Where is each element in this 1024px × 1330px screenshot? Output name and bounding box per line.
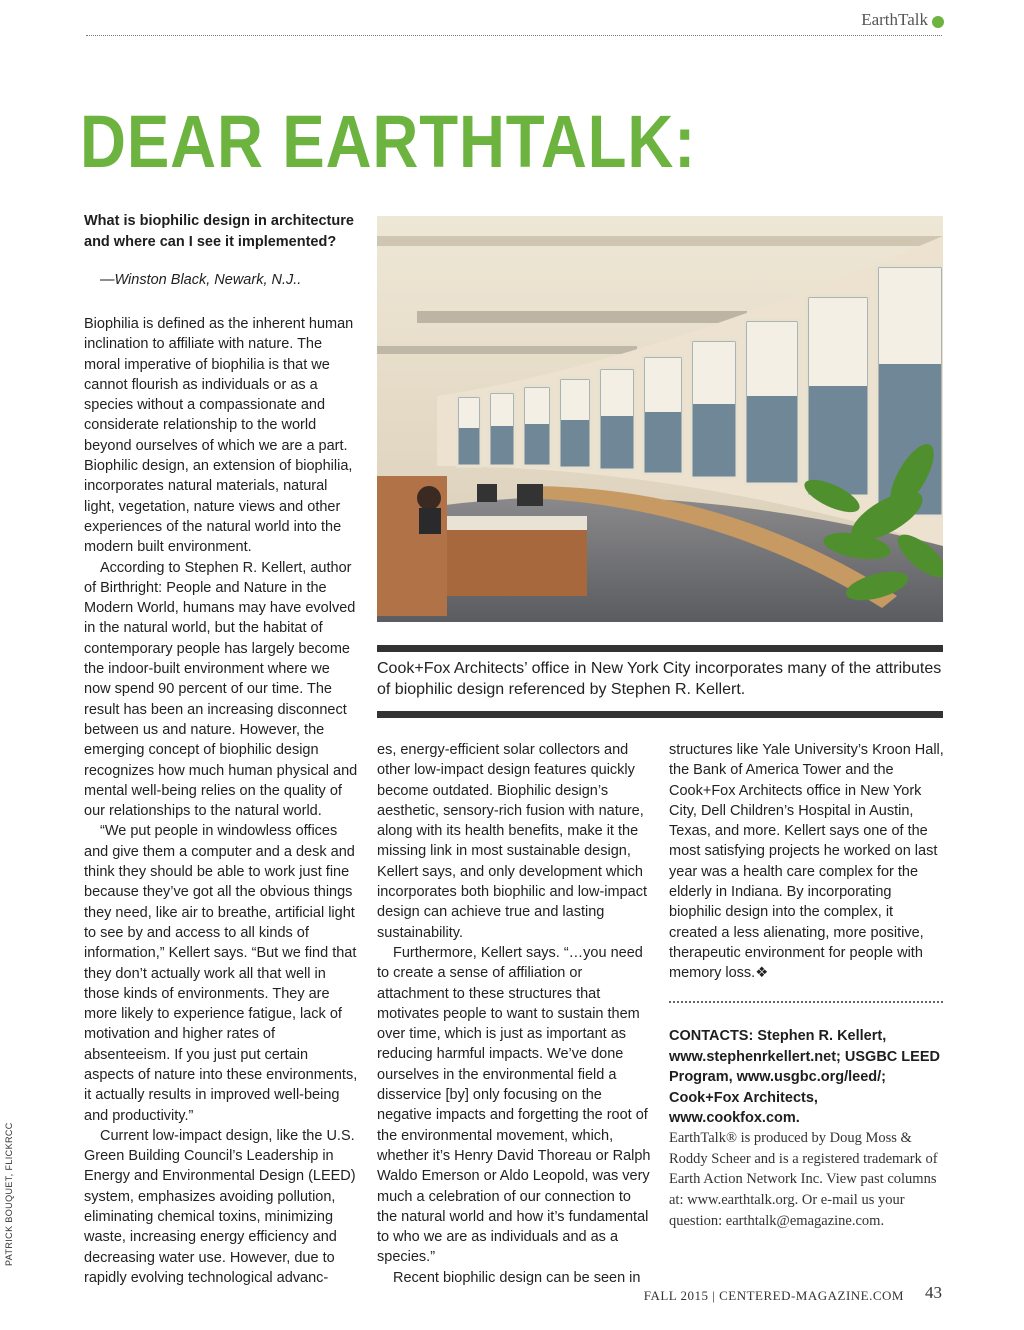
office-photo bbox=[377, 216, 943, 622]
caption-rule-bottom bbox=[377, 711, 943, 718]
photo-credit: PATRICK BOUQUET, FLICKRCC bbox=[4, 1122, 14, 1266]
paragraph: “We put people in windowless offices and give them a computer and a desk and think they should be able to work just fine because they’ve got all the obvious things they need, like air to breathe, artificial light to see by and access to all kinds of information,” Kellert says. “But we find that they don’t actually work all that well in those kinds of environments. They are more likely to experience fatigue, lack of motivation and higher rates of absenteeism. If you just put certain aspects of nature into these environments, it actually results in improved well-being and productivity.” bbox=[84, 823, 358, 1124]
contacts-block: CONTACTS: Stephen R. Kellert, www.stephenrkellert.net; USGBC LEED Program, www.usgbc.org/leed/; Cook+Fox Architects, www.cookfox.com. bbox=[669, 1028, 940, 1126]
paragraph: Recent biophilic design can be seen in bbox=[393, 1269, 641, 1286]
earthtalk-credit: EarthTalk® is produced by Doug Moss & Roddy Scheer and is a registered trademark of Earth Action Network Inc. View past columns at: www.earthtalk.org. Or e-mail us your question: earthtalk@emagazine.com. bbox=[669, 1130, 938, 1229]
paragraph: According to Stephen R. Kellert, author of Birthright: People and Nature in the Modern World, humans may have evolved in the natural world, but the habitat of contemporary people has largely become the indoor-built environment where we now spend 90 percent of our time. The result has been an increasing disconnect between us and nature. However, the emerging concept of biophilic design recognizes how much human physical and mental well-being relies on the quality of our relationships to the natural world. bbox=[84, 559, 358, 820]
office-photo-illustration bbox=[377, 216, 943, 622]
page-title: DEAR EARTHTALK: bbox=[80, 100, 697, 183]
paragraph: Furthermore, Kellert says. “…you need to create a sense of affiliation or attachment to these structures that motivates people to want to sustain them over time, which is just as important as reducing harmful impacts. We’ve done ourselves in the environmental field a disservice [by] only focusing on the negative impacts and forgetting the root of the environmental movement, which, whether it’s Henry David Thoreau or Ralph Waldo Emerson or Aldo Leopold, was very much a celebration of our connection to the natural world and how it’s fundamental to who we are as individuals and as a species.” bbox=[377, 944, 651, 1266]
paragraph: Current low-impact design, like the U.S. Green Building Council’s Leadership in Energy and Environmental Design (LEED) system, emphasizes avoiding pollution, eliminating chemical toxins, minimizing waste, increasing energy efficiency and decreasing water use. However, due to rapidly evolving technological advanc- bbox=[84, 1127, 356, 1286]
paragraph: es, energy-efficient solar collectors and other low-impact design features quickly become outdated. Biophilic design’s aesthetic, sensory-rich fusion with nature, along with its health benefits, make it the missing link in most sustainable design, Kellert says, and only development which incorporates both biophilic and low-impact design can achieve true and lasting sustainability. bbox=[377, 742, 648, 941]
paragraph: Biophilia is defined as the inherent human inclination to affiliate with nature. The moral imperative of biophilia is that we cannot flourish as individuals or as a species without a compassionate and considerate relationship to the world beyond ourselves of which we are a part. Biophilic design, an extension of biophilia, incorporates natural materials, natural light, vegetation, nature views and other experiences of the natural world into the modern built environment. bbox=[84, 316, 354, 556]
body-column-1 bbox=[84, 314, 358, 1288]
section-label: EarthTalk bbox=[861, 10, 928, 29]
caption-rule-top bbox=[377, 645, 943, 652]
photo-caption: Cook+Fox Architects’ office in New York City incorporates many of the attributes of biophilic design referenced by Stephen R. Kellert. bbox=[377, 660, 942, 698]
reader-question: What is biophilic design in architecture and where can I see it implemented? bbox=[84, 213, 354, 250]
issue-footer: FALL 2015 | CENTERED-MAGAZINE.COM bbox=[643, 1288, 904, 1303]
paragraph: structures like Yale University’s Kroon Hall, the Bank of America Tower and the Cook+Fox Architects office in New York City, Dell Children’s Hospital in Austin, Texas, and more. Kellert says one of the most satisfying projects he worked on last year was a health care complex for the elderly in Indiana. By incorporating biophilic design into the complex, it created a less alienating, more positive, therapeutic environment for people with memory loss.❖ bbox=[669, 742, 944, 982]
header-divider bbox=[86, 35, 942, 36]
body-column-2 bbox=[377, 740, 653, 1288]
question-signature: —Winston Black, Newark, N.J.. bbox=[100, 272, 302, 288]
green-dot-icon bbox=[932, 16, 944, 28]
page-number: 43 bbox=[925, 1283, 942, 1302]
body-column-3 bbox=[669, 740, 945, 984]
contacts-divider bbox=[669, 1001, 943, 1003]
